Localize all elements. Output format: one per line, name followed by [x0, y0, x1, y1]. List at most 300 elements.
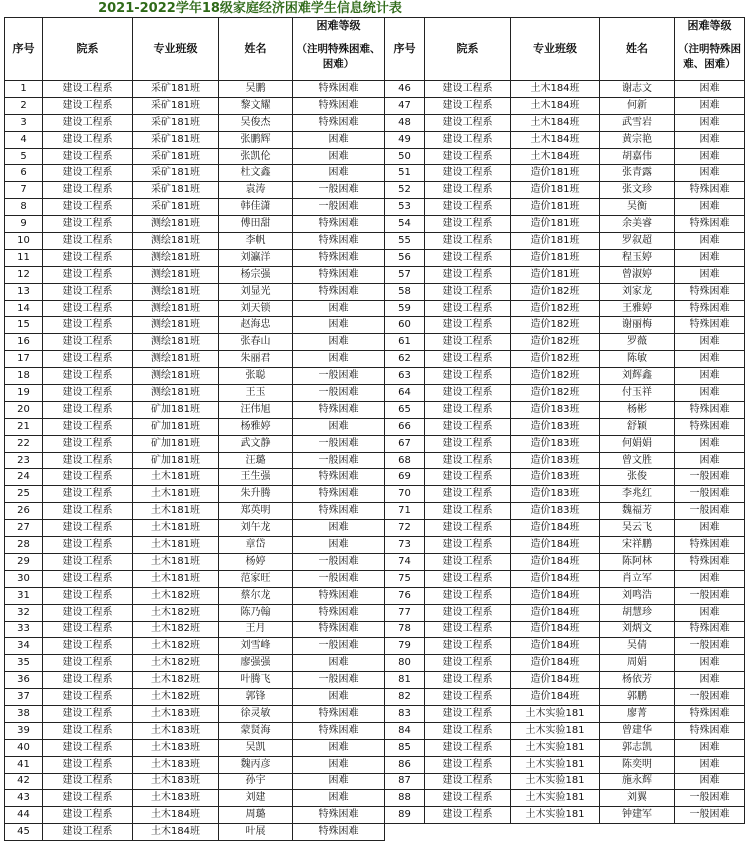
table-row — [5, 503, 745, 520]
left-level-cell: 一般困难 — [293, 199, 385, 216]
right-seq-cell: 53 — [385, 199, 425, 216]
left-name-cell: 刘显光 — [219, 283, 293, 300]
right-class-cell: 土木实验181 — [511, 722, 600, 739]
table-row — [5, 824, 745, 841]
left-level-cell: 困难 — [293, 537, 385, 554]
header-level-note: （注明特殊困难、困难） — [293, 34, 385, 81]
right-level-cell: 特殊困难 — [675, 418, 745, 435]
left-seq-cell: 21 — [5, 418, 43, 435]
right-class-cell: 造价182班 — [511, 334, 600, 351]
left-level-cell: 困难 — [293, 300, 385, 317]
left-level-cell: 特殊困难 — [293, 81, 385, 98]
right-name-cell: 周娟 — [600, 655, 675, 672]
left-level-cell: 一般困难 — [293, 435, 385, 452]
left-class-cell: 土木182班 — [133, 655, 219, 672]
table-row — [5, 486, 745, 503]
right-dept-cell: 建设工程系 — [425, 537, 511, 554]
left-seq-cell: 41 — [5, 756, 43, 773]
left-name-cell: 杨雅婷 — [219, 418, 293, 435]
right-class-cell: 造价183班 — [511, 469, 600, 486]
left-seq-cell: 27 — [5, 520, 43, 537]
left-level-cell: 特殊困难 — [293, 283, 385, 300]
right-dept-cell: 建设工程系 — [425, 317, 511, 334]
left-name-cell: 张春山 — [219, 334, 293, 351]
right-level-cell: 特殊困难 — [675, 216, 745, 233]
left-seq-cell: 16 — [5, 334, 43, 351]
header-dept: 院系 — [43, 18, 133, 81]
left-dept-cell: 建设工程系 — [43, 233, 133, 250]
left-class-cell: 采矿181班 — [133, 131, 219, 148]
right-name-cell: 曾文胜 — [600, 452, 675, 469]
right-dept-cell: 建设工程系 — [425, 790, 511, 807]
right-level-cell: 困难 — [675, 435, 745, 452]
right-name-cell: 谢丽梅 — [600, 317, 675, 334]
table-row — [5, 266, 745, 283]
right-seq-cell: 74 — [385, 553, 425, 570]
left-name-cell: 韩佳潇 — [219, 199, 293, 216]
left-level-cell: 困难 — [293, 334, 385, 351]
table-row — [5, 452, 745, 469]
left-name-cell: 傅田甜 — [219, 216, 293, 233]
right-name-cell: 刘翼 — [600, 790, 675, 807]
right-level-cell: 困难 — [675, 199, 745, 216]
left-level-cell: 特殊困难 — [293, 486, 385, 503]
table-row — [5, 199, 745, 216]
left-dept-cell: 建设工程系 — [43, 672, 133, 689]
left-level-cell: 特殊困难 — [293, 722, 385, 739]
left-level-cell: 特殊困难 — [293, 604, 385, 621]
right-name-cell: 付玉祥 — [600, 385, 675, 402]
right-class-cell: 造价183班 — [511, 435, 600, 452]
left-dept-cell: 建设工程系 — [43, 452, 133, 469]
left-seq-cell: 44 — [5, 807, 43, 824]
left-name-cell: 廖强强 — [219, 655, 293, 672]
right-name-cell: 杨依芳 — [600, 672, 675, 689]
left-class-cell: 矿加181班 — [133, 435, 219, 452]
left-name-cell: 王生强 — [219, 469, 293, 486]
table-row — [5, 283, 745, 300]
right-name-cell: 肖立军 — [600, 570, 675, 587]
right-class-cell: 造价182班 — [511, 351, 600, 368]
left-name-cell: 刘天锁 — [219, 300, 293, 317]
left-dept-cell: 建设工程系 — [43, 97, 133, 114]
left-level-cell: 困难 — [293, 689, 385, 706]
right-name-cell: 吴衡 — [600, 199, 675, 216]
table-row — [5, 705, 745, 722]
left-seq-cell: 6 — [5, 165, 43, 182]
right-name-cell: 王雅婷 — [600, 300, 675, 317]
right-level-cell: 特殊困难 — [675, 283, 745, 300]
left-level-cell: 特殊困难 — [293, 97, 385, 114]
left-seq-cell: 4 — [5, 131, 43, 148]
right-seq-cell: 66 — [385, 418, 425, 435]
right-class-cell: 造价182班 — [511, 300, 600, 317]
right-seq-cell: 59 — [385, 300, 425, 317]
left-class-cell: 土木183班 — [133, 756, 219, 773]
left-class-cell: 土木182班 — [133, 604, 219, 621]
table-row — [5, 807, 745, 824]
left-name-cell: 范家旺 — [219, 570, 293, 587]
left-seq-cell: 5 — [5, 148, 43, 165]
right-dept-cell: 建设工程系 — [425, 756, 511, 773]
left-dept-cell: 建设工程系 — [43, 114, 133, 131]
right-level-cell: 困难 — [675, 114, 745, 131]
right-dept-cell: 建设工程系 — [425, 334, 511, 351]
left-seq-cell: 13 — [5, 283, 43, 300]
right-seq-cell: 69 — [385, 469, 425, 486]
right-level-cell: 困难 — [675, 452, 745, 469]
left-name-cell: 王月 — [219, 621, 293, 638]
left-dept-cell: 建设工程系 — [43, 81, 133, 98]
right-dept-cell: 建设工程系 — [425, 351, 511, 368]
left-dept-cell: 建设工程系 — [43, 418, 133, 435]
right-class-cell: 造价184班 — [511, 570, 600, 587]
right-class-cell: 土木实验181 — [511, 790, 600, 807]
left-level-cell: 困难 — [293, 756, 385, 773]
left-name-cell: 杨宗强 — [219, 266, 293, 283]
right-name-cell: 郭志凯 — [600, 739, 675, 756]
right-level-cell: 困难 — [675, 351, 745, 368]
right-level-cell: 困难 — [675, 756, 745, 773]
right-class-cell: 造价181班 — [511, 182, 600, 199]
left-seq-cell: 7 — [5, 182, 43, 199]
right-seq-cell: 51 — [385, 165, 425, 182]
right-name-cell: 黄宗艳 — [600, 131, 675, 148]
left-level-cell: 一般困难 — [293, 452, 385, 469]
header-class: 专业班级 — [133, 18, 219, 81]
left-name-cell: 叶展 — [219, 824, 293, 841]
left-name-cell: 张聪 — [219, 368, 293, 385]
left-class-cell: 土木184班 — [133, 824, 219, 841]
right-dept-cell: 建设工程系 — [425, 385, 511, 402]
table-row — [5, 81, 745, 98]
right-class-cell: 造价183班 — [511, 503, 600, 520]
left-dept-cell: 建设工程系 — [43, 435, 133, 452]
left-name-cell: 章岱 — [219, 537, 293, 554]
right-seq-cell: 78 — [385, 621, 425, 638]
right-level-cell: 困难 — [675, 81, 745, 98]
right-class-cell: 土木184班 — [511, 131, 600, 148]
right-class-cell: 造价181班 — [511, 266, 600, 283]
right-dept-cell: 建设工程系 — [425, 807, 511, 824]
left-name-cell: 孙宇 — [219, 773, 293, 790]
table-row — [5, 537, 745, 554]
right-name-cell: 程玉婷 — [600, 249, 675, 266]
left-class-cell: 测绘181班 — [133, 216, 219, 233]
left-seq-cell: 42 — [5, 773, 43, 790]
left-dept-cell: 建设工程系 — [43, 756, 133, 773]
left-name-cell: 吴鹏 — [219, 81, 293, 98]
left-class-cell: 土木181班 — [133, 469, 219, 486]
right-seq-cell: 86 — [385, 756, 425, 773]
right-seq-cell: 48 — [385, 114, 425, 131]
right-name-cell: 余美睿 — [600, 216, 675, 233]
left-name-cell: 吴俊杰 — [219, 114, 293, 131]
left-level-cell: 特殊困难 — [293, 621, 385, 638]
left-class-cell: 采矿181班 — [133, 97, 219, 114]
right-dept-cell: 建设工程系 — [425, 283, 511, 300]
left-seq-cell: 45 — [5, 824, 43, 841]
left-seq-cell: 26 — [5, 503, 43, 520]
left-name-cell: 魏丙彦 — [219, 756, 293, 773]
left-dept-cell: 建设工程系 — [43, 148, 133, 165]
right-seq-cell: 83 — [385, 705, 425, 722]
header-seq-right: 序号 — [385, 18, 425, 81]
left-class-cell: 矿加181班 — [133, 418, 219, 435]
left-class-cell: 采矿181班 — [133, 81, 219, 98]
left-name-cell: 刘瀛洋 — [219, 249, 293, 266]
left-level-cell: 一般困难 — [293, 182, 385, 199]
left-class-cell: 土木183班 — [133, 773, 219, 790]
left-name-cell: 刘午龙 — [219, 520, 293, 537]
right-dept-cell: 建设工程系 — [425, 621, 511, 638]
left-class-cell: 测绘181班 — [133, 334, 219, 351]
right-seq-cell: 65 — [385, 401, 425, 418]
left-class-cell: 采矿181班 — [133, 165, 219, 182]
left-dept-cell: 建设工程系 — [43, 722, 133, 739]
left-dept-cell: 建设工程系 — [43, 773, 133, 790]
table-row — [5, 689, 745, 706]
table-row — [5, 773, 745, 790]
right-level-cell: 特殊困难 — [675, 401, 745, 418]
right-name-cell: 何新 — [600, 97, 675, 114]
right-dept-cell: 建设工程系 — [425, 199, 511, 216]
right-level-cell: 困难 — [675, 249, 745, 266]
right-level-cell: 困难 — [675, 604, 745, 621]
right-class-cell: 造价184班 — [511, 672, 600, 689]
left-seq-cell: 23 — [5, 452, 43, 469]
left-level-cell: 困难 — [293, 317, 385, 334]
right-dept-cell: 建设工程系 — [425, 165, 511, 182]
right-dept-cell: 建设工程系 — [425, 81, 511, 98]
right-dept-cell: 建设工程系 — [425, 655, 511, 672]
table-row — [5, 182, 745, 199]
right-level-cell: 困难 — [675, 520, 745, 537]
right-level-cell: 特殊困难 — [675, 621, 745, 638]
table-row — [5, 114, 745, 131]
left-dept-cell: 建设工程系 — [43, 638, 133, 655]
right-class-cell: 造价181班 — [511, 216, 600, 233]
left-seq-cell: 9 — [5, 216, 43, 233]
right-class-cell: 造价184班 — [511, 587, 600, 604]
left-class-cell: 土木182班 — [133, 621, 219, 638]
left-dept-cell: 建设工程系 — [43, 368, 133, 385]
right-class-cell: 土木184班 — [511, 97, 600, 114]
left-level-cell: 一般困难 — [293, 553, 385, 570]
header-name: 姓名 — [219, 18, 293, 81]
left-dept-cell: 建设工程系 — [43, 824, 133, 841]
table-row — [5, 469, 745, 486]
left-name-cell: 汪伟旭 — [219, 401, 293, 418]
left-dept-cell: 建设工程系 — [43, 283, 133, 300]
right-level-cell: 一般困难 — [675, 503, 745, 520]
right-name-cell: 曾建华 — [600, 722, 675, 739]
left-class-cell: 土木182班 — [133, 689, 219, 706]
left-name-cell: 叶腾飞 — [219, 672, 293, 689]
left-name-cell: 郑英明 — [219, 503, 293, 520]
right-empty-cell — [425, 824, 511, 841]
table-row — [5, 401, 745, 418]
right-class-cell: 造价182班 — [511, 385, 600, 402]
right-name-cell: 宋祥鹏 — [600, 537, 675, 554]
left-name-cell: 黎文耀 — [219, 97, 293, 114]
left-name-cell: 朱升腾 — [219, 486, 293, 503]
table-row — [5, 300, 745, 317]
student-table — [4, 17, 745, 841]
left-dept-cell: 建设工程系 — [43, 621, 133, 638]
right-level-cell: 特殊困难 — [675, 317, 745, 334]
right-class-cell: 土木184班 — [511, 81, 600, 98]
left-name-cell: 王玉 — [219, 385, 293, 402]
left-seq-cell: 12 — [5, 266, 43, 283]
left-class-cell: 采矿181班 — [133, 114, 219, 131]
table-row — [5, 418, 745, 435]
right-class-cell: 土木184班 — [511, 148, 600, 165]
header-class-right: 专业班级 — [511, 18, 600, 81]
table-row — [5, 722, 745, 739]
right-class-cell: 造价184班 — [511, 604, 600, 621]
left-name-cell: 张鹏辉 — [219, 131, 293, 148]
right-level-cell: 困难 — [675, 570, 745, 587]
left-dept-cell: 建设工程系 — [43, 266, 133, 283]
right-level-cell: 困难 — [675, 368, 745, 385]
left-level-cell: 困难 — [293, 520, 385, 537]
left-class-cell: 土木181班 — [133, 553, 219, 570]
left-dept-cell: 建设工程系 — [43, 469, 133, 486]
right-name-cell: 胡嘉伟 — [600, 148, 675, 165]
right-level-cell: 困难 — [675, 266, 745, 283]
left-class-cell: 测绘181班 — [133, 233, 219, 250]
left-level-cell: 困难 — [293, 790, 385, 807]
left-level-cell: 特殊困难 — [293, 705, 385, 722]
right-class-cell: 造价184班 — [511, 621, 600, 638]
left-name-cell: 朱丽君 — [219, 351, 293, 368]
right-name-cell: 舒颖 — [600, 418, 675, 435]
left-seq-cell: 35 — [5, 655, 43, 672]
left-dept-cell: 建设工程系 — [43, 334, 133, 351]
right-seq-cell: 70 — [385, 486, 425, 503]
left-level-cell: 困难 — [293, 131, 385, 148]
left-class-cell: 土木182班 — [133, 638, 219, 655]
table-row — [5, 317, 745, 334]
left-name-cell: 刘建 — [219, 790, 293, 807]
right-dept-cell: 建设工程系 — [425, 689, 511, 706]
left-level-cell: 一般困难 — [293, 570, 385, 587]
header-level: 困难等级 — [293, 18, 385, 35]
right-level-cell: 特殊困难 — [675, 722, 745, 739]
right-empty-cell — [675, 824, 745, 841]
right-dept-cell: 建设工程系 — [425, 638, 511, 655]
table-row — [5, 148, 745, 165]
left-seq-cell: 37 — [5, 689, 43, 706]
left-class-cell: 采矿181班 — [133, 182, 219, 199]
right-name-cell: 谢志文 — [600, 81, 675, 98]
left-seq-cell: 8 — [5, 199, 43, 216]
right-level-cell: 一般困难 — [675, 689, 745, 706]
right-name-cell: 李兆红 — [600, 486, 675, 503]
right-seq-cell: 57 — [385, 266, 425, 283]
left-dept-cell: 建设工程系 — [43, 553, 133, 570]
left-name-cell: 袁涛 — [219, 182, 293, 199]
right-seq-cell: 47 — [385, 97, 425, 114]
table-row — [5, 638, 745, 655]
left-seq-cell: 22 — [5, 435, 43, 452]
left-seq-cell: 29 — [5, 553, 43, 570]
right-class-cell: 土木实验181 — [511, 756, 600, 773]
table-row — [5, 249, 745, 266]
left-level-cell: 一般困难 — [293, 368, 385, 385]
right-seq-cell: 56 — [385, 249, 425, 266]
left-name-cell: 陈乃翰 — [219, 604, 293, 621]
header-name-right: 姓名 — [600, 18, 675, 81]
left-dept-cell: 建设工程系 — [43, 739, 133, 756]
right-class-cell: 造价182班 — [511, 283, 600, 300]
right-class-cell: 土木实验181 — [511, 739, 600, 756]
left-dept-cell: 建设工程系 — [43, 131, 133, 148]
right-class-cell: 造价184班 — [511, 537, 600, 554]
right-seq-cell: 55 — [385, 233, 425, 250]
left-seq-cell: 3 — [5, 114, 43, 131]
right-dept-cell: 建设工程系 — [425, 266, 511, 283]
right-class-cell: 土木184班 — [511, 114, 600, 131]
left-class-cell: 测绘181班 — [133, 266, 219, 283]
left-name-cell: 张凯伦 — [219, 148, 293, 165]
right-name-cell: 刘辉鑫 — [600, 368, 675, 385]
right-seq-cell: 89 — [385, 807, 425, 824]
right-class-cell: 造价183班 — [511, 418, 600, 435]
right-seq-cell: 84 — [385, 722, 425, 739]
left-name-cell: 汪璐 — [219, 452, 293, 469]
left-class-cell: 土木184班 — [133, 807, 219, 824]
header-dept-right: 院系 — [425, 18, 511, 81]
right-empty-cell — [511, 824, 600, 841]
left-level-cell: 特殊困难 — [293, 824, 385, 841]
right-name-cell: 廖菁 — [600, 705, 675, 722]
right-class-cell: 造价181班 — [511, 233, 600, 250]
left-level-cell: 特殊困难 — [293, 807, 385, 824]
table-row — [5, 334, 745, 351]
table-row — [5, 553, 745, 570]
left-dept-cell: 建设工程系 — [43, 604, 133, 621]
left-dept-cell: 建设工程系 — [43, 807, 133, 824]
right-name-cell: 施永辉 — [600, 773, 675, 790]
right-name-cell: 罗薇 — [600, 334, 675, 351]
right-dept-cell: 建设工程系 — [425, 452, 511, 469]
right-seq-cell: 88 — [385, 790, 425, 807]
table-row — [5, 435, 745, 452]
left-name-cell: 郭锋 — [219, 689, 293, 706]
table-row — [5, 570, 745, 587]
right-dept-cell: 建设工程系 — [425, 672, 511, 689]
right-name-cell: 刘鸣浩 — [600, 587, 675, 604]
left-seq-cell: 11 — [5, 249, 43, 266]
right-seq-cell: 71 — [385, 503, 425, 520]
left-seq-cell: 33 — [5, 621, 43, 638]
right-name-cell: 钟建军 — [600, 807, 675, 824]
right-seq-cell: 67 — [385, 435, 425, 452]
left-dept-cell: 建设工程系 — [43, 486, 133, 503]
right-name-cell: 郭鹏 — [600, 689, 675, 706]
left-name-cell: 李帆 — [219, 233, 293, 250]
right-seq-cell: 62 — [385, 351, 425, 368]
left-seq-cell: 38 — [5, 705, 43, 722]
left-name-cell: 赵海忠 — [219, 317, 293, 334]
right-seq-cell: 68 — [385, 452, 425, 469]
right-name-cell: 吴云飞 — [600, 520, 675, 537]
right-dept-cell: 建设工程系 — [425, 148, 511, 165]
right-seq-cell: 46 — [385, 81, 425, 98]
left-class-cell: 测绘181班 — [133, 368, 219, 385]
